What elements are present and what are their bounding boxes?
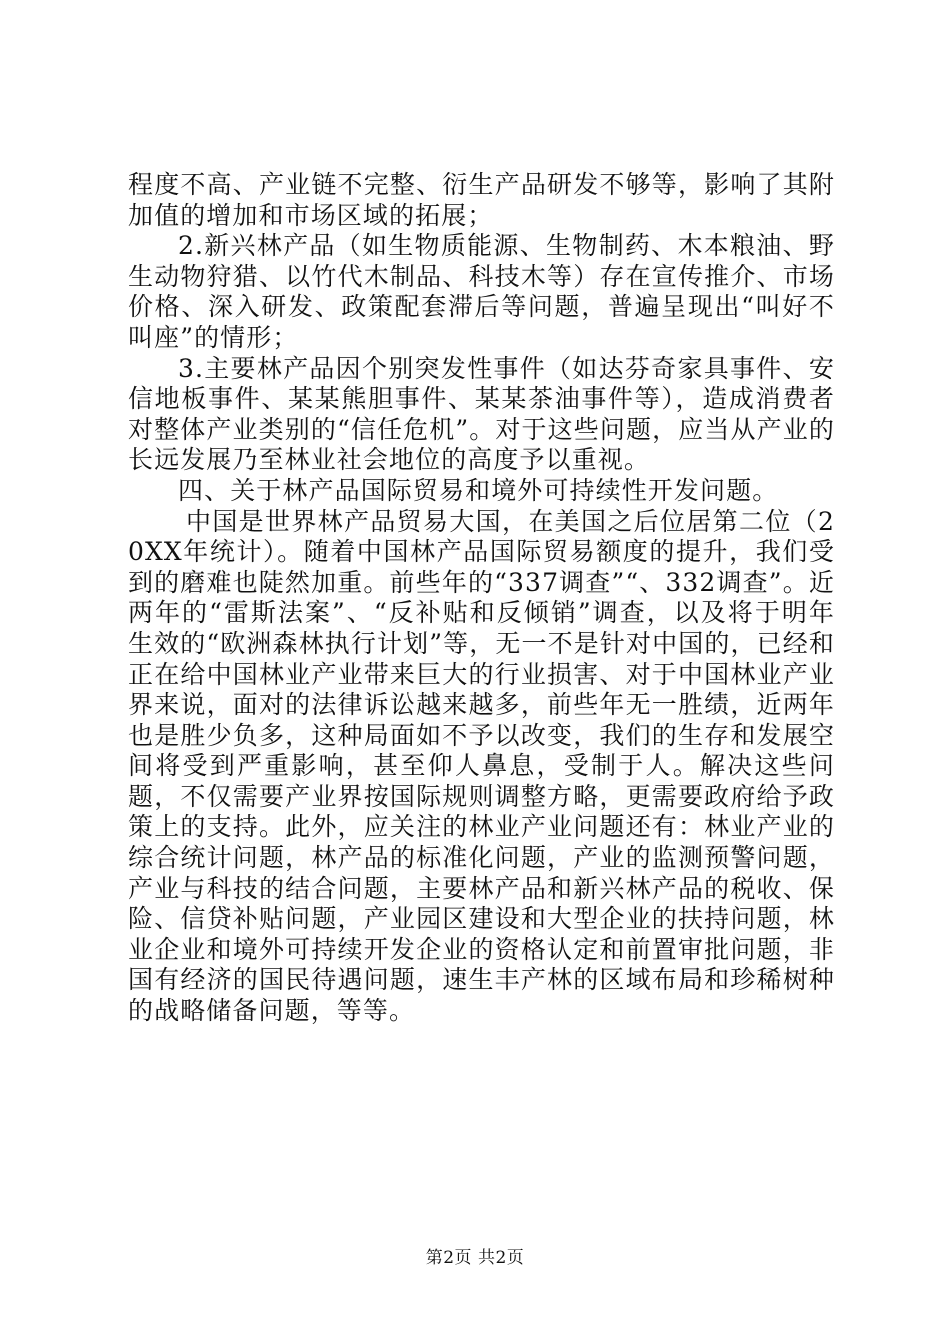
page-footer: 第2页 共2页 — [425, 1248, 525, 1268]
section-heading-4: 四、关于林产品国际贸易和境外可持续性开发问题。 — [178, 475, 779, 505]
paragraph-trade-issues: 中国是世界林产品贸易大国，在美国之后位居第二位（20XX年统计）。随着中国林产品国际贸易额度的提升，我们受到的磨难也陡然加重。前些年的“337调查”“、332调查”。近两年的“雷斯法案”、“反补贴和反倾销”调查，以及将于明年生效的“欧洲森林执行计划”等，无一不是针对中国的，已经和正在给中国林业产业带来巨大的行业损害、对于中国林业产业界来说，面对的法律诉讼越来越多，前些年无一胜绩，近两年也是胜少负多，这种局面如不予以改变，我们的生存和发展空间将受到严重影响，甚至仰人鼻息，受制于人。解决这些问题，不仅需要产业界按国际规则调整方略，更需要政府给予政策上的支持。此外，应关注的林业产业问题还有：林业产业的综合统计问题，林产品的标准化问题，产业的监测预警问题，产业与科技的结合问题，主要林产品和新兴林产品的税收、保险、信贷补贴问题，产业园区建设和大型企业的扶持问题，林业企业和境外可持续开发企业的资格认定和前置审批问题，非国有经济的国民待遇问题，速生丰产林的区域布局和珍稀树种的战略储备问题，等等。 — [128, 506, 835, 1026]
paragraph-item-3: 3.主要林产品因个别突发性事件（如达芬奇家具事件、安信地板事件、某某熊胆事件、某某茶油事件等），造成消费者对整体产业类别的“信任危机”。对于这些问题，应当从产业的长远发展乃至林业社会地位的高度予以重视。 — [128, 353, 835, 475]
paragraph-continuation: 程度不高、产业链不完整、衍生产品研发不够等，影响了其附加值的增加和市场区域的拓展； — [128, 170, 835, 230]
document-body — [128, 170, 835, 1027]
paragraph-item-2: 2.新兴林产品（如生物质能源、生物制药、木本粮油、野生动物狩猎、以竹代木制品、科技木等）存在宣传推介、市场价格、深入研发、政策配套滞后等问题，普遍呈现出“叫好不叫座”的情形； — [128, 231, 835, 352]
